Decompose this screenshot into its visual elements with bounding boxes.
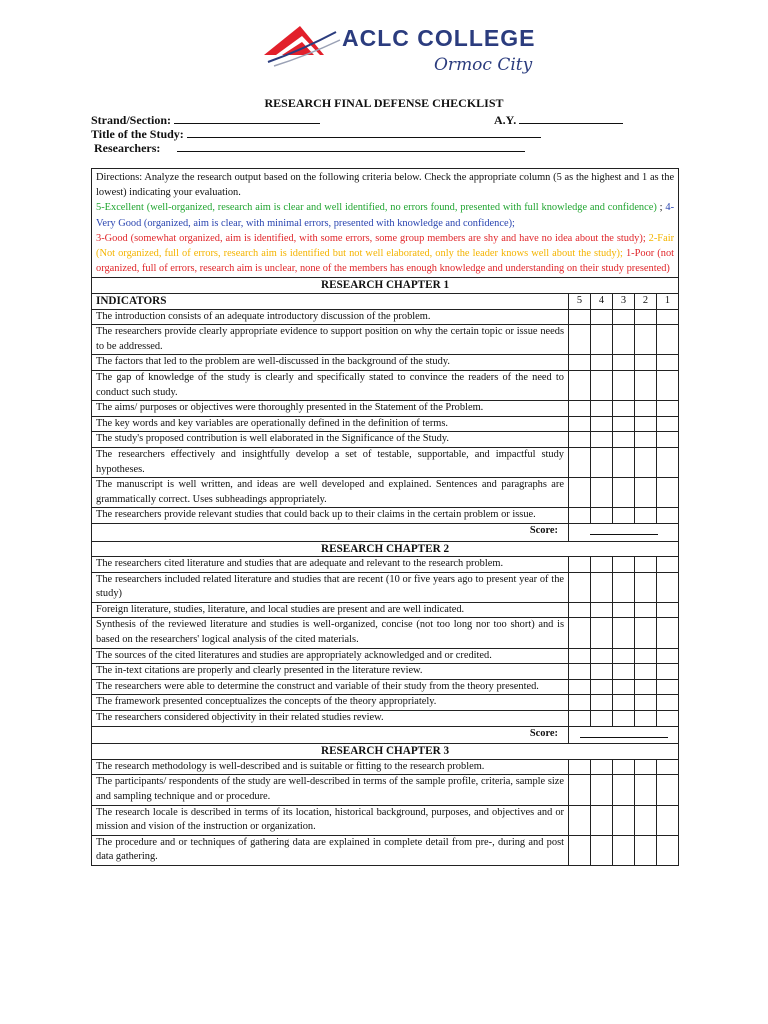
rating-cell-1[interactable] [657, 618, 679, 648]
indicator-row [92, 759, 679, 775]
strand-section-blank[interactable] [174, 113, 320, 124]
rating-header-3: 3 [613, 294, 635, 310]
checklist-table [91, 168, 679, 866]
rating-cell-1[interactable] [657, 401, 679, 417]
rating-cell-4[interactable] [591, 401, 613, 417]
rating-cell-4[interactable] [591, 325, 613, 355]
rating-cell-2[interactable] [635, 447, 657, 477]
strand-section-label: Strand/Section: [91, 113, 172, 127]
indicator-text: The researchers effectively and insightfully develop a set of testable, supportable, and impactful study hypotheses. [92, 447, 569, 477]
rating-cell-5[interactable] [569, 805, 591, 835]
indicator-row [92, 695, 679, 711]
rating-cell-3[interactable] [613, 355, 635, 371]
rating-cell-3[interactable] [613, 325, 635, 355]
rating-cell-4[interactable] [591, 355, 613, 371]
rating-cell-1[interactable] [657, 711, 679, 727]
rating-cell-1[interactable] [657, 695, 679, 711]
score-label: Score: [92, 523, 569, 541]
rating-cell-4[interactable] [591, 618, 613, 648]
indicator-row [92, 355, 679, 371]
rating-cell-1[interactable] [657, 648, 679, 664]
indicator-row [92, 370, 679, 400]
indicator-row [92, 711, 679, 727]
indicator-row [92, 805, 679, 835]
rating-cell-5[interactable] [569, 432, 591, 448]
rating-cell-5[interactable] [569, 602, 591, 618]
rating-cell-2[interactable] [635, 508, 657, 524]
rating-cell-4[interactable] [591, 759, 613, 775]
rating-cell-5[interactable] [569, 478, 591, 508]
academic-year-label: A.Y. [494, 113, 517, 127]
rating-cell-4[interactable] [591, 557, 613, 573]
indicator-text: The research methodology is well-described and is suitable or fitting to the research problem. [92, 759, 569, 775]
rating-cell-3[interactable] [613, 508, 635, 524]
score-blank[interactable] [590, 524, 658, 535]
rating-cell-1[interactable] [657, 355, 679, 371]
rating-cell-2[interactable] [635, 478, 657, 508]
rating-cell-3[interactable] [613, 648, 635, 664]
indicator-row [92, 309, 679, 325]
indicator-text: The researchers considered objectivity in their related studies review. [92, 711, 569, 727]
rating-cell-5[interactable] [569, 695, 591, 711]
section-header-row [92, 744, 679, 760]
rating-cell-4[interactable] [591, 309, 613, 325]
rating-cell-1[interactable] [657, 679, 679, 695]
researchers-blank[interactable] [177, 141, 525, 152]
indicator-text: Synthesis of the reviewed literature and studies is well-organized, concise (not too long nor too short) and is based on the researchers' logical analysis of the cited materials. [92, 618, 569, 648]
rating-cell-2[interactable] [635, 664, 657, 680]
study-title-blank[interactable] [187, 127, 541, 138]
indicator-text: Foreign literature, studies, literature, and local studies are present and are well indicated. [92, 602, 569, 618]
indicator-row [92, 648, 679, 664]
rating-cell-1[interactable] [657, 416, 679, 432]
rating-cell-1[interactable] [657, 775, 679, 805]
rating-cell-2[interactable] [635, 370, 657, 400]
rating-cell-2[interactable] [635, 572, 657, 602]
section-header-row [92, 278, 679, 294]
strand-section-field [91, 113, 320, 128]
aclc-college-logo [262, 18, 552, 76]
rating-cell-3[interactable] [613, 602, 635, 618]
indicator-row [92, 416, 679, 432]
rating-cell-3[interactable] [613, 432, 635, 448]
directions-intro: Directions: Analyze the research output based on the following criteria below. Check the appropriate column (5 as the highest and 1 as the lowest) indicating your evaluation. [96, 172, 675, 199]
rating-cell-3[interactable] [613, 679, 635, 695]
section-title: RESEARCH CHAPTER 3 [92, 744, 679, 760]
indicator-row [92, 835, 679, 865]
college-name: ACLC COLLEGE [342, 25, 536, 51]
score-label: Score: [92, 726, 569, 744]
scale-3-good: 3-Good (somewhat organized, aim is identified, with some errors, some group members are shy and have no idea about the study); [96, 232, 646, 244]
rating-cell-3[interactable] [613, 447, 635, 477]
rating-cell-5[interactable] [569, 557, 591, 573]
rating-cell-1[interactable] [657, 508, 679, 524]
academic-year-blank[interactable] [519, 113, 623, 124]
rating-cell-2[interactable] [635, 711, 657, 727]
rating-cell-2[interactable] [635, 805, 657, 835]
indicator-text: The procedure and or techniques of gathering data are explained in complete detail from pre-, during and post data gathering. [92, 835, 569, 865]
indicator-text: The research locale is described in terms of its location, historical background, purposes, and objectives and or mission and vision of the instruction or organization. [92, 805, 569, 835]
academic-year-field [494, 113, 623, 128]
rating-cell-2[interactable] [635, 401, 657, 417]
indicator-text: The researchers provide relevant studies that could back up to their claims in the certain problem or issue. [92, 508, 569, 524]
scale-2-fair: 2-Fair (Not organized, full of errors, research aim is identified but not well elaborated, only the leader knows well about the study); [96, 232, 675, 260]
rating-cell-5[interactable] [569, 370, 591, 400]
study-title-label: Title of the Study: [91, 127, 184, 141]
rating-cell-2[interactable] [635, 432, 657, 448]
rating-cell-4[interactable] [591, 805, 613, 835]
indicator-text: The manuscript is well written, and ideas are well developed and explained. Sentences and paragraphs are grammatically correct. Uses subheadings appropriately. [92, 478, 569, 508]
scale-separator: ; [656, 202, 666, 214]
indicator-text: The aims/ purposes or objectives were thoroughly presented in the Statement of the Problem. [92, 401, 569, 417]
rating-cell-3[interactable] [613, 401, 635, 417]
rating-cell-1[interactable] [657, 447, 679, 477]
rating-cell-1[interactable] [657, 557, 679, 573]
indicator-text: The key words and key variables are operationally defined in the definition of terms. [92, 416, 569, 432]
rating-cell-3[interactable] [613, 572, 635, 602]
indicator-row [92, 679, 679, 695]
rating-cell-4[interactable] [591, 775, 613, 805]
indicator-text: The introduction consists of an adequate introductory discussion of the problem. [92, 309, 569, 325]
rating-cell-3[interactable] [613, 805, 635, 835]
indicator-row [92, 602, 679, 618]
rating-header-1: 1 [657, 294, 679, 310]
rating-cell-2[interactable] [635, 695, 657, 711]
rating-cell-5[interactable] [569, 325, 591, 355]
rating-cell-1[interactable] [657, 602, 679, 618]
rating-cell-3[interactable] [613, 775, 635, 805]
rating-cell-2[interactable] [635, 679, 657, 695]
rating-cell-5[interactable] [569, 759, 591, 775]
rating-cell-4[interactable] [591, 432, 613, 448]
rating-cell-3[interactable] [613, 557, 635, 573]
rating-cell-1[interactable] [657, 370, 679, 400]
rating-cell-1[interactable] [657, 572, 679, 602]
rating-cell-2[interactable] [635, 325, 657, 355]
indicator-text: The gap of knowledge of the study is clearly and specifically stated to convince the readers of the need to conduct such study. [92, 370, 569, 400]
rating-cell-2[interactable] [635, 648, 657, 664]
rating-cell-2[interactable] [635, 835, 657, 865]
rating-cell-4[interactable] [591, 695, 613, 711]
score-blank[interactable] [580, 727, 668, 738]
rating-cell-3[interactable] [613, 759, 635, 775]
rating-cell-4[interactable] [591, 648, 613, 664]
rating-cell-5[interactable] [569, 618, 591, 648]
rating-cell-2[interactable] [635, 309, 657, 325]
indicator-text: The researchers were able to determine the construct and variable of their study from the theory presented. [92, 679, 569, 695]
rating-cell-4[interactable] [591, 478, 613, 508]
college-city: Ormoc City [434, 55, 533, 75]
score-value-cell [569, 523, 679, 541]
section-title: RESEARCH CHAPTER 2 [92, 541, 679, 557]
indicator-row [92, 478, 679, 508]
rating-cell-2[interactable] [635, 557, 657, 573]
rating-cell-4[interactable] [591, 602, 613, 618]
rating-cell-4[interactable] [591, 664, 613, 680]
rating-cell-5[interactable] [569, 416, 591, 432]
directions-cell [92, 169, 679, 278]
rating-cell-1[interactable] [657, 759, 679, 775]
indicator-row [92, 775, 679, 805]
rating-cell-3[interactable] [613, 370, 635, 400]
rating-cell-1[interactable] [657, 805, 679, 835]
scale-5-excellent: 5-Excellent (well-organized, research aim is clear and well identified, no errors found, presented with full knowledge and confidence) [96, 202, 657, 214]
indicator-row [92, 447, 679, 477]
indicator-text: The factors that led to the problem are well-discussed in the background of the study. [92, 355, 569, 371]
document-title: RESEARCH FINAL DEFENSE CHECKLIST [264, 96, 504, 110]
rating-cell-5[interactable] [569, 775, 591, 805]
rating-cell-3[interactable] [613, 309, 635, 325]
rating-cell-1[interactable] [657, 309, 679, 325]
indicator-row [92, 401, 679, 417]
score-row [92, 523, 679, 541]
logo-emblem [264, 26, 340, 66]
rating-cell-3[interactable] [613, 478, 635, 508]
indicators-header-row [92, 294, 679, 310]
rating-cell-5[interactable] [569, 711, 591, 727]
rating-cell-2[interactable] [635, 618, 657, 648]
rating-cell-3[interactable] [613, 618, 635, 648]
rating-cell-1[interactable] [657, 664, 679, 680]
rating-cell-4[interactable] [591, 508, 613, 524]
researchers-label: Researchers: [94, 141, 161, 155]
researchers-field [94, 141, 525, 156]
indicator-row [92, 325, 679, 355]
rating-cell-4[interactable] [591, 572, 613, 602]
rating-cell-5[interactable] [569, 835, 591, 865]
score-row [92, 726, 679, 744]
rating-cell-3[interactable] [613, 416, 635, 432]
rating-cell-5[interactable] [569, 401, 591, 417]
rating-cell-2[interactable] [635, 355, 657, 371]
rating-cell-5[interactable] [569, 508, 591, 524]
indicator-text: The researchers included related literature and studies that are recent (10 or five years ago to present year of the study) [92, 572, 569, 602]
rating-cell-1[interactable] [657, 478, 679, 508]
rating-header-5: 5 [569, 294, 591, 310]
rating-cell-4[interactable] [591, 447, 613, 477]
rating-cell-3[interactable] [613, 695, 635, 711]
indicator-row [92, 572, 679, 602]
indicator-text: The participants/ respondents of the study are well-described in terms of the sample profile, criteria, sample size and sampling technique and or procedure. [92, 775, 569, 805]
rating-cell-4[interactable] [591, 370, 613, 400]
rating-cell-5[interactable] [569, 309, 591, 325]
indicator-text: The sources of the cited literatures and studies are appropriately acknowledged and or credited. [92, 648, 569, 664]
rating-cell-1[interactable] [657, 835, 679, 865]
rating-cell-5[interactable] [569, 572, 591, 602]
indicator-text: The researchers cited literature and studies that are adequate and relevant to the research problem. [92, 557, 569, 573]
indicator-text: The researchers provide clearly appropriate evidence to support position on why the certain topic or issue needs to be addressed. [92, 325, 569, 355]
rating-cell-5[interactable] [569, 447, 591, 477]
rating-cell-5[interactable] [569, 648, 591, 664]
rating-header-4: 4 [591, 294, 613, 310]
rating-cell-3[interactable] [613, 711, 635, 727]
indicators-header: INDICATORS [92, 294, 569, 310]
directions-row [92, 169, 679, 278]
rating-cell-2[interactable] [635, 775, 657, 805]
rating-cell-4[interactable] [591, 416, 613, 432]
indicator-row [92, 618, 679, 648]
indicator-row [92, 508, 679, 524]
study-title-field [91, 127, 541, 142]
indicator-text: The study's proposed contribution is well elaborated in the Significance of the Study. [92, 432, 569, 448]
indicator-text: The in-text citations are properly and clearly presented in the literature review. [92, 664, 569, 680]
rating-cell-3[interactable] [613, 835, 635, 865]
indicator-row [92, 664, 679, 680]
rating-cell-2[interactable] [635, 416, 657, 432]
scale-4-very-good: 4-Very Good (organized, aim is clear, with minimal errors, presented with knowledge and confidence); [96, 202, 675, 229]
indicator-row [92, 432, 679, 448]
rating-header-2: 2 [635, 294, 657, 310]
section-title: RESEARCH CHAPTER 1 [92, 278, 679, 294]
rating-cell-2[interactable] [635, 759, 657, 775]
indicator-row [92, 557, 679, 573]
score-value-cell [569, 726, 679, 744]
section-header-row [92, 541, 679, 557]
rating-cell-4[interactable] [591, 835, 613, 865]
rating-cell-4[interactable] [591, 711, 613, 727]
scale-1-poor: 1-Poor (not organized, full of errors, research aim is unclear, none of the members has enough knowledge and understanding on their study presented) [96, 248, 675, 275]
rating-cell-5[interactable] [569, 664, 591, 680]
rating-cell-1[interactable] [657, 325, 679, 355]
indicator-text: The framework presented conceptualizes the concepts of the theory appropriately. [92, 695, 569, 711]
rating-cell-3[interactable] [613, 664, 635, 680]
rating-cell-5[interactable] [569, 679, 591, 695]
rating-cell-1[interactable] [657, 432, 679, 448]
rating-cell-4[interactable] [591, 679, 613, 695]
rating-cell-5[interactable] [569, 355, 591, 371]
rating-cell-2[interactable] [635, 602, 657, 618]
